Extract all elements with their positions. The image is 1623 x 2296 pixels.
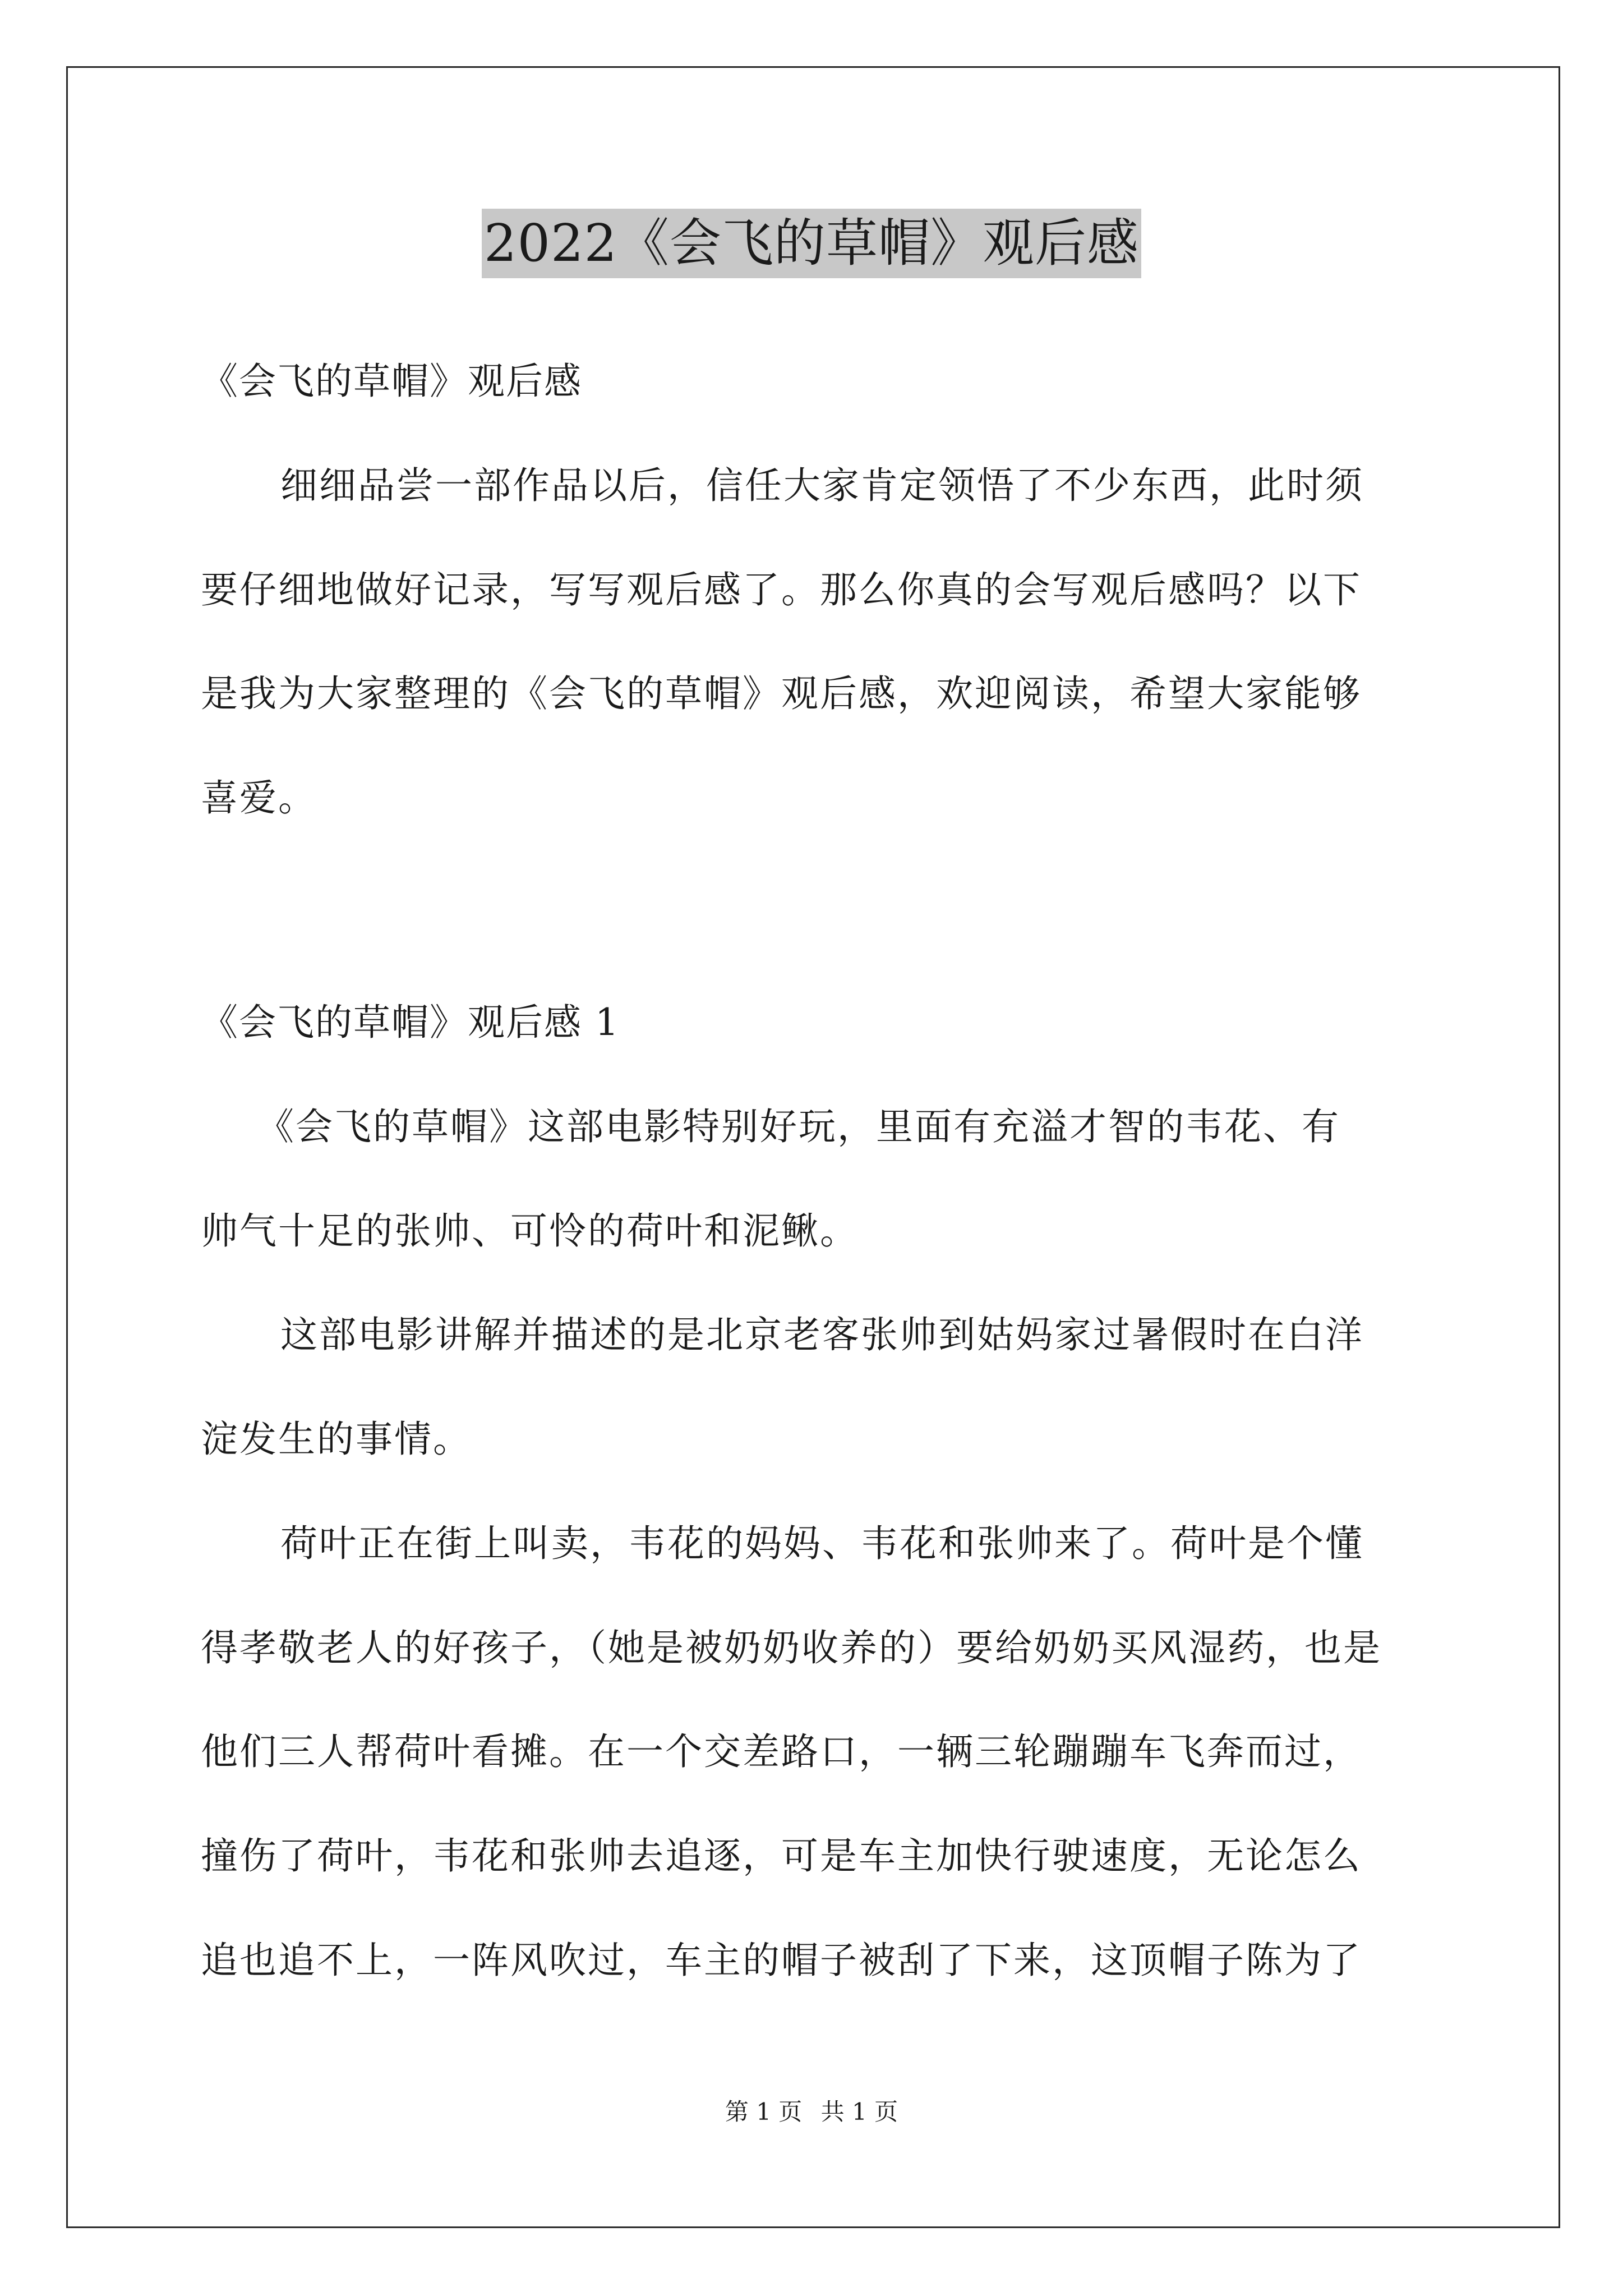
paragraph-line: 帅气十足的张帅、可怜的荷叶和泥鳅。: [201, 1209, 859, 1253]
page-footer: [0, 2095, 1623, 2129]
paragraph-line: 喜爱。: [201, 776, 317, 820]
paragraph-line: 《会飞的草帽》这部电影特别好玩，里面有充溢才智的韦花、有: [257, 1105, 1340, 1148]
paragraph-line: 荷叶正在街上叫卖，韦花的妈妈、韦花和张帅来了。荷叶是个懂: [280, 1522, 1364, 1565]
title-container: [0, 209, 1623, 278]
document-title: 2022《会飞的草帽》观后感: [482, 209, 1141, 278]
paragraph-line: 追也追不上，一阵风吹过，车主的帽子被刮了下来，这顶帽子陈为了: [201, 1939, 1362, 1982]
paragraph-line: 他们三人帮荷叶看摊。在一个交差路口，一辆三轮蹦蹦车飞奔而过，: [201, 1730, 1362, 1773]
subheading: 《会飞的草帽》观后感: [201, 360, 582, 403]
paragraph-line: 这部电影讲解并描述的是北京老客张帅到姑妈家过暑假时在白洋: [280, 1313, 1364, 1356]
paragraph-line: 撞伤了荷叶，韦花和张帅去追逐，可是车主加快行驶速度，无论怎么: [201, 1834, 1362, 1878]
paragraph-line: 淀发生的事情。: [201, 1418, 472, 1461]
section-heading: 《会飞的草帽》观后感 1: [201, 1001, 620, 1044]
paragraph-line: 细细品尝一部作品以后，信任大家肯定领悟了不少东西，此时须: [280, 464, 1364, 507]
page-total: 共 1 页: [820, 2098, 898, 2125]
page-number: 第 1 页: [725, 2098, 803, 2125]
paragraph-line: 得孝敬老人的好孩子，（她是被奶奶收养的）要给奶奶买风湿药，也是: [201, 1626, 1382, 1669]
paragraph-line: 要仔细地做好记录，写写观后感了。那么你真的会写观后感吗？以下: [201, 568, 1362, 611]
paragraph-line: 是我为大家整理的《会飞的草帽》观后感，欢迎阅读，希望大家能够: [201, 672, 1362, 715]
